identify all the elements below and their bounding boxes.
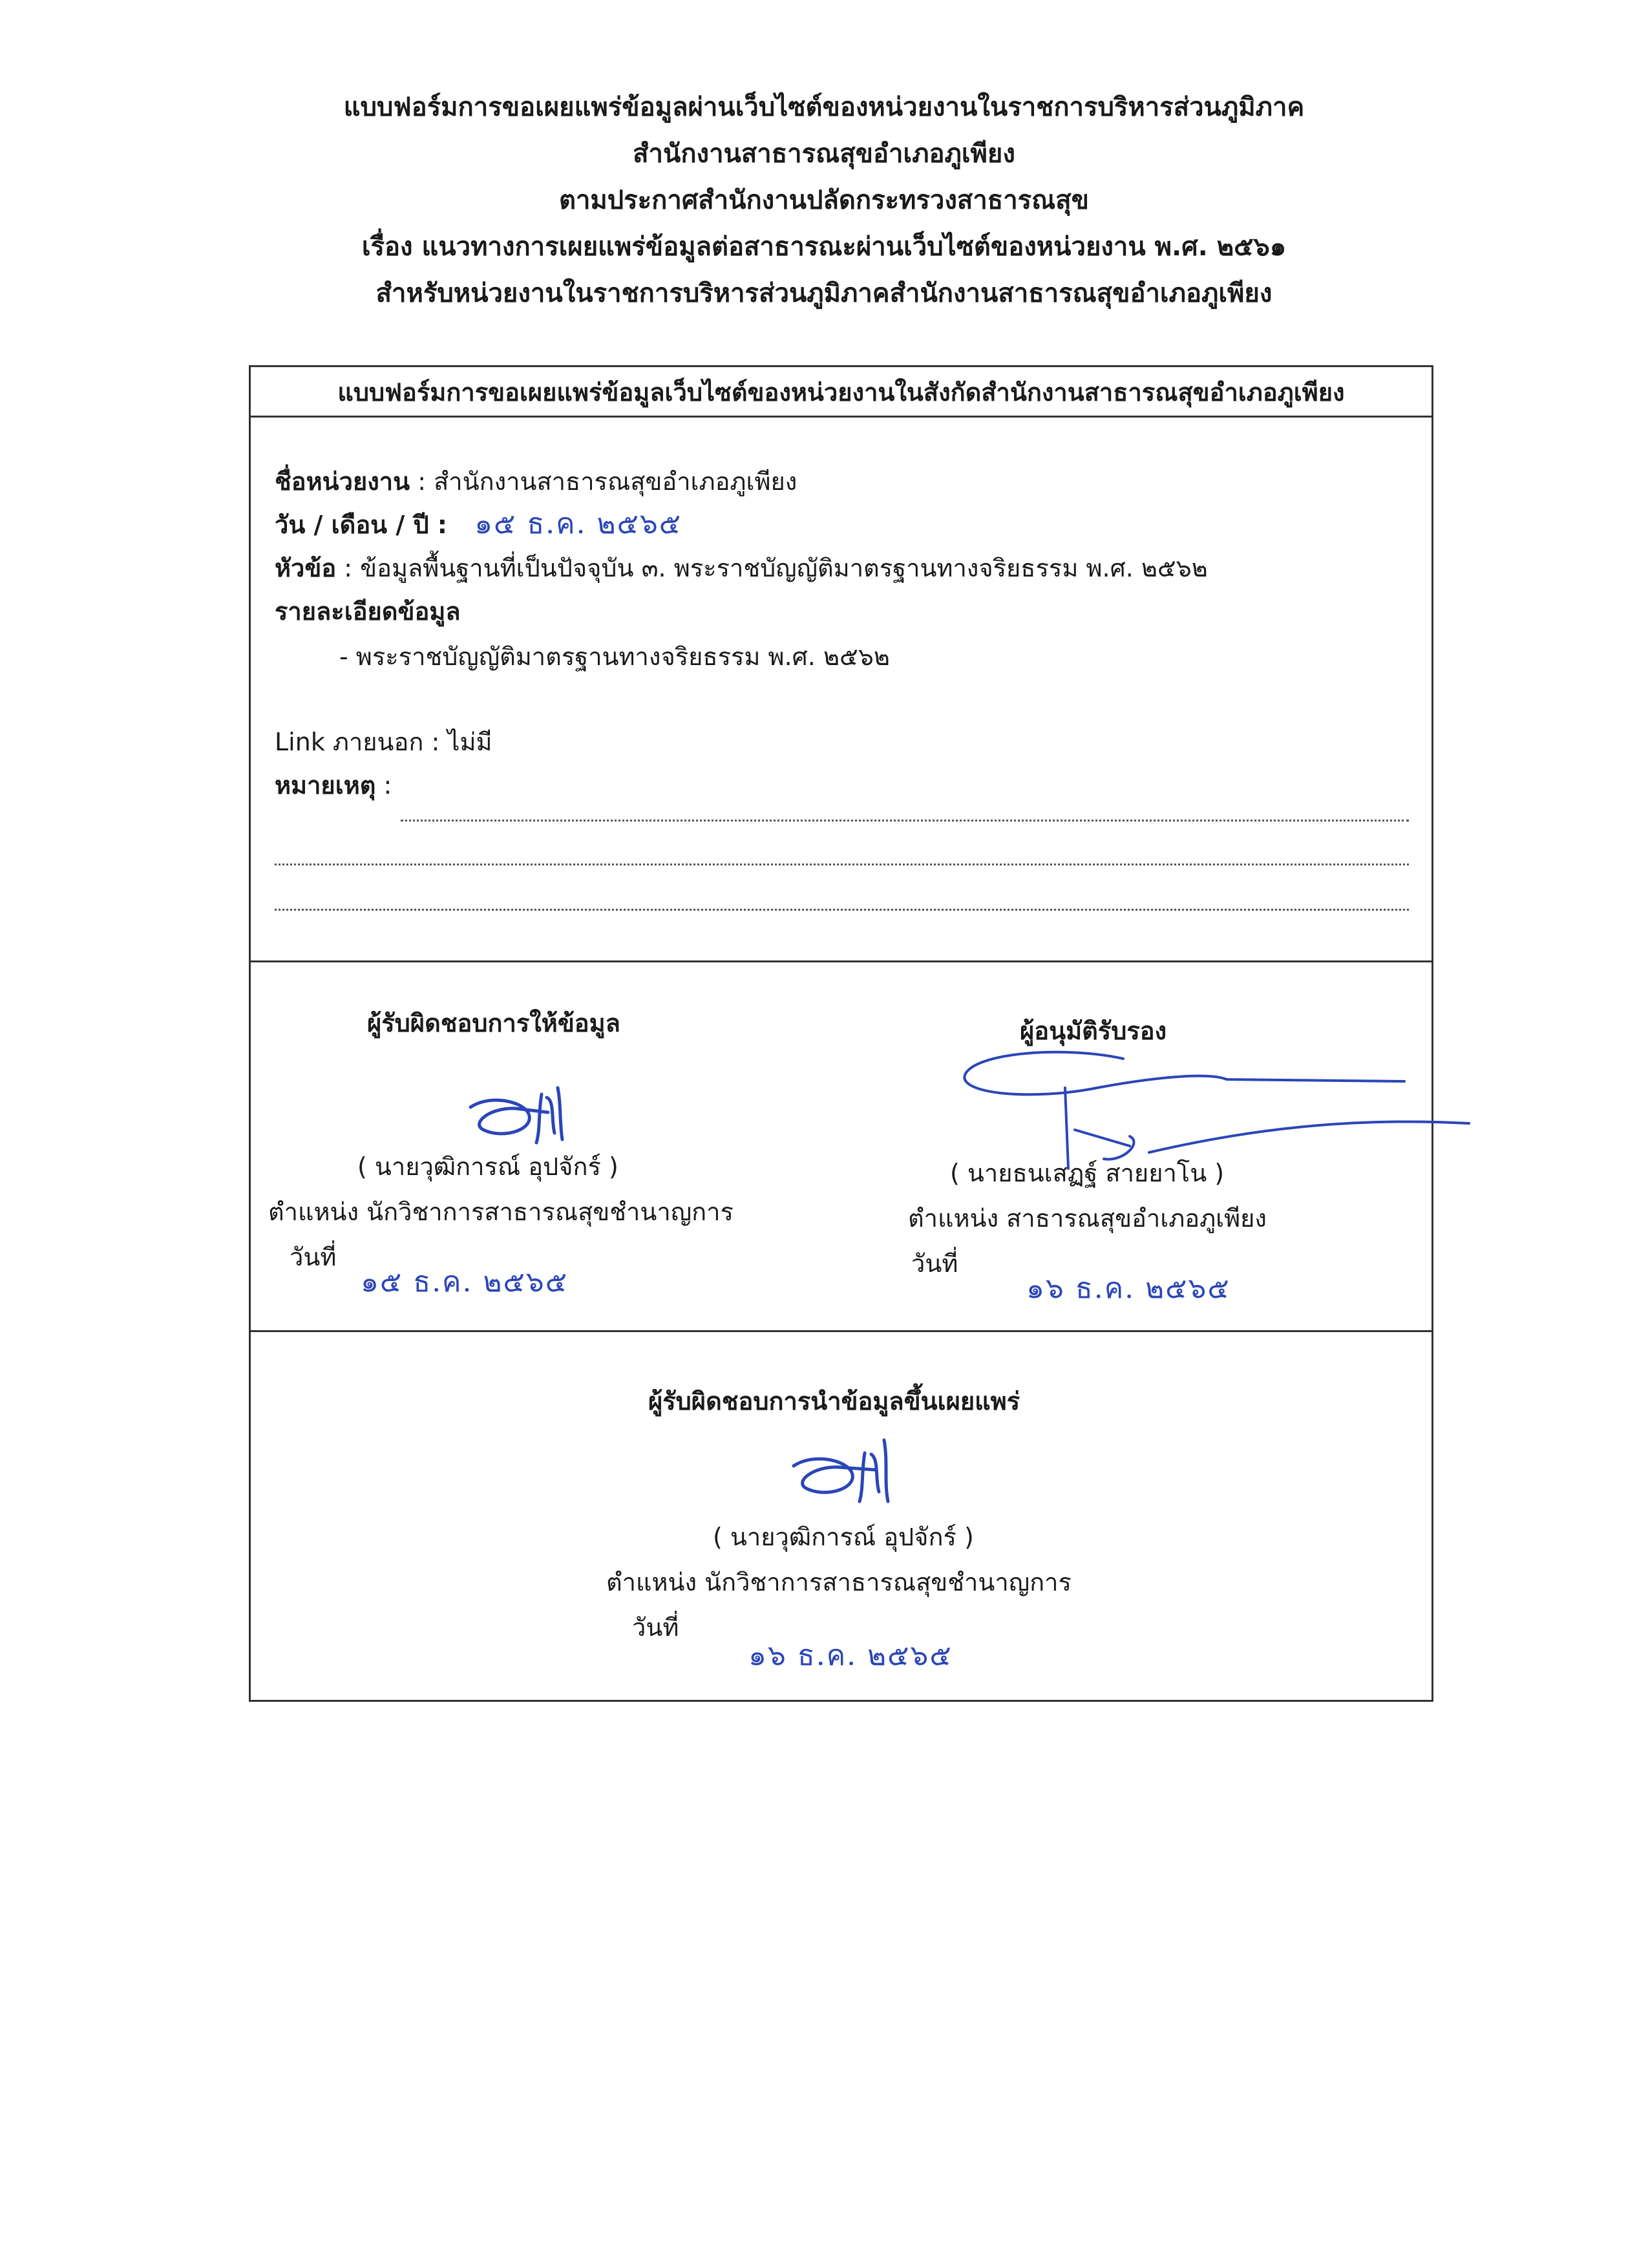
note-line-2 (275, 864, 1409, 865)
provider-name: ( นายวุฒิการณ์ อุปจักร์ ) (357, 1152, 618, 1181)
header-line-3: ตามประกาศสำนักงานปลัดกระทรวงสาธารณสุข (558, 185, 1090, 215)
detail-row (275, 595, 461, 628)
approver-role: ผู้อนุมัติรับรอง (1020, 1017, 1167, 1045)
agency-row (275, 465, 797, 498)
publisher-name: ( นายวุฒิการณ์ อุปจักร์ ) (713, 1523, 974, 1551)
provider-position: ตำแหน่ง นักวิชาการสาธารณสุขชำนาญการ (268, 1198, 734, 1226)
page-header (0, 84, 1648, 317)
topic-label: หัวข้อ (275, 554, 337, 582)
link-label: Link ภายนอก (275, 728, 424, 756)
section-divider-2 (251, 1330, 1431, 1332)
approver-position: ตำแหน่ง สาธารณสุขอำเภอภูเพียง (908, 1204, 1267, 1233)
provider-date-label: วันที่ (290, 1243, 337, 1271)
header-line-4: เรื่อง แนวทางการเผยแพร่ข้อมูลต่อสาธารณะผ่านเว็บไซต์ของหน่วยงาน พ.ศ. ๒๕๖๑ (361, 232, 1287, 262)
date-label: วัน / เดือน / ปี : (275, 511, 448, 539)
date-handwritten: ๑๕ ธ.ค. ๒๕๖๕ (474, 507, 682, 540)
section-divider-1 (251, 960, 1431, 962)
header-line-5: สำหรับหน่วยงานในราชการบริหารส่วนภูมิภาคสำนักงานสาธารณสุขอำเภอภูเพียง (375, 279, 1273, 308)
note-colon: : (383, 771, 392, 800)
publisher-position: ตำแหน่ง นักวิชาการสาธารณสุขชำนาญการ (606, 1568, 1072, 1596)
detail-label: รายละเอียดข้อมูล (275, 597, 461, 626)
approver-name: ( นายธนเสฏฐ์ สายยาโน ) (950, 1159, 1225, 1187)
note-line-1 (401, 820, 1409, 821)
approver-date-label: วันที่ (911, 1249, 958, 1278)
header-line-2: สำนักงานสาธารณสุขอำเภอภูเพียง (633, 139, 1015, 169)
agency-value: : สำนักงานสาธารณสุขอำเภอภูเพียง (417, 467, 798, 496)
note-row (275, 769, 392, 801)
link-value: : ไม่มี (431, 728, 492, 756)
provider-signature (464, 1068, 593, 1152)
request-form (249, 365, 1433, 1702)
publisher-date-handwritten: ๑๖ ธ.ค. ๒๕๖๕ (748, 1639, 953, 1672)
form-title: แบบฟอร์มการขอเผยแพร่ข้อมูลเว็บไซต์ของหน่วยงานในสังกัดสำนักงานสาธารณสุขอำเภอภูเพียง (251, 367, 1431, 418)
approver-date-handwritten: ๑๖ ธ.ค. ๒๕๖๕ (1026, 1272, 1231, 1305)
detail-value: - พระราชบัญญัติมาตรฐานทางจริยธรรม พ.ศ. ๒๕๖๒ (339, 642, 890, 671)
provider-date-handwritten: ๑๕ ธ.ค. ๒๕๖๕ (361, 1266, 568, 1298)
publisher-signature (787, 1427, 929, 1511)
agency-label: ชื่อหน่วยงาน (275, 467, 410, 496)
header-line-1: แบบฟอร์มการขอเผยแพร่ข้อมูลผ่านเว็บไซต์ของหน่วยงานในราชการบริหารส่วนภูมิภาค (343, 92, 1305, 122)
date-row (275, 508, 682, 541)
link-row (275, 726, 492, 758)
provider-role: ผู้รับผิดชอบการให้ข้อมูล (367, 1009, 620, 1037)
note-label: หมายเหตุ (275, 771, 376, 800)
publisher-date-label: วันที่ (632, 1613, 679, 1642)
topic-row (275, 552, 1208, 584)
topic-value: : ข้อมูลพื้นฐานที่เป็นปัจจุบัน ๓. พระราชบัญญัติมาตรฐานทางจริยธรรม พ.ศ. ๒๕๖๒ (344, 554, 1208, 582)
note-line-3 (275, 909, 1409, 911)
publisher-role: ผู้รับผิดชอบการนำข้อมูลขึ้นเผยแพร่ (648, 1387, 1020, 1415)
